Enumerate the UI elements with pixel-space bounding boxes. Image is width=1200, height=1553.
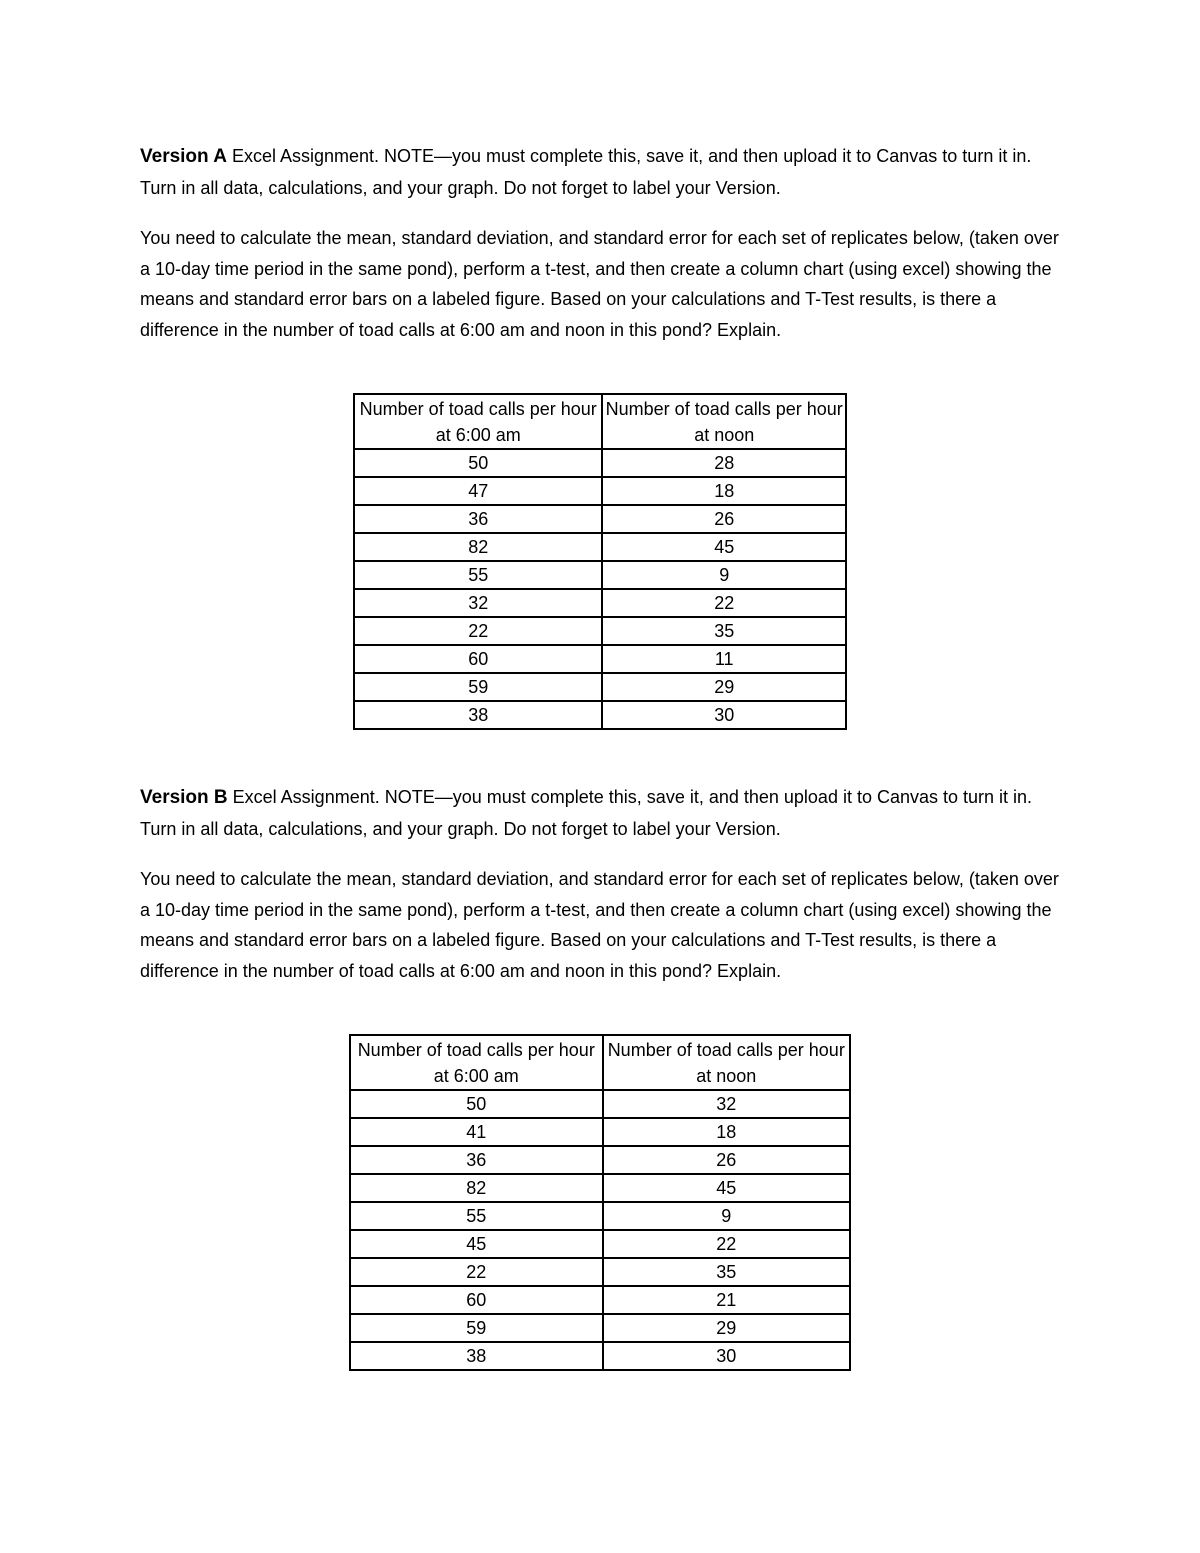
column-header-noon: Number of toad calls per hour at noon [602,394,846,449]
table-cell: 9 [602,561,846,589]
table-header-row [354,394,846,449]
table-row [350,1118,850,1146]
table-cell: 41 [350,1118,603,1146]
table-cell: 21 [603,1286,851,1314]
table-row [354,589,846,617]
table-cell: 47 [354,477,602,505]
table-row [350,1090,850,1118]
table-row [354,449,846,477]
column-header-6am: Number of toad calls per hour at 6:00 am [350,1035,603,1090]
table-row [350,1230,850,1258]
table-row [350,1258,850,1286]
table-cell: 82 [354,533,602,561]
table-cell: 32 [603,1090,851,1118]
version-b-data-table [349,1034,851,1371]
table-cell: 32 [354,589,602,617]
table-cell: 36 [354,505,602,533]
table-cell: 50 [354,449,602,477]
version-a-label: Version A [140,146,227,167]
table-cell: 82 [350,1174,603,1202]
table-cell: 38 [350,1342,603,1370]
table-row [350,1314,850,1342]
table-row [354,701,846,729]
table-row [350,1342,850,1370]
table-row [354,505,846,533]
version-b-section [140,782,1060,986]
table-cell: 18 [602,477,846,505]
table-cell: 18 [603,1118,851,1146]
column-header-6am: Number of toad calls per hour at 6:00 am [354,394,602,449]
table-cell: 22 [602,589,846,617]
table-row [354,645,846,673]
table-cell: 22 [350,1258,603,1286]
table-cell: 35 [602,617,846,645]
table-cell: 30 [603,1342,851,1370]
table-cell: 35 [603,1258,851,1286]
table-row [350,1202,850,1230]
table-cell: 9 [603,1202,851,1230]
column-header-noon: Number of toad calls per hour at noon [603,1035,851,1090]
table-row [350,1174,850,1202]
table-cell: 60 [354,645,602,673]
table-cell: 50 [350,1090,603,1118]
table-cell: 26 [602,505,846,533]
version-b-instructions: You need to calculate the mean, standard deviation, and standard error for each set of replicates below, (taken over a 10-day time period in the same pond), perform a t-test, and then create a column chart (using excel) showing the means and standard error bars on a labeled figure. Based on your calculations and T-Test results, is there a difference in the number of toad calls at 6:00 am and noon in this pond? Explain. [140,869,1059,981]
table-cell: 45 [350,1230,603,1258]
table-cell: 38 [354,701,602,729]
version-b-intro-text: Excel Assignment. NOTE—you must complete this, save it, and then upload it to Canvas to turn it in. Turn in all data, calculations, and your graph. Do not forget to label your Version. [140,787,1033,839]
table-cell: 22 [354,617,602,645]
table-cell: 55 [354,561,602,589]
version-a-instructions: You need to calculate the mean, standard deviation, and standard error for each set of replicates below, (taken over a 10-day time period in the same pond), perform a t-test, and then create a column chart (using excel) showing the means and standard error bars on a labeled figure. Based on your calculations and T-Test results, is there a difference in the number of toad calls at 6:00 am and noon in this pond? Explain. [140,228,1059,340]
version-a-intro-paragraph [140,141,1060,203]
table-cell: 26 [603,1146,851,1174]
table-cell: 29 [602,673,846,701]
table-row [354,617,846,645]
table-header-row [350,1035,850,1090]
table-cell: 29 [603,1314,851,1342]
version-a-section [140,141,1060,345]
table-cell: 36 [350,1146,603,1174]
table-cell: 28 [602,449,846,477]
table-row [350,1146,850,1174]
version-a-data-table [353,393,847,730]
table-cell: 30 [602,701,846,729]
table-cell: 59 [350,1314,603,1342]
version-b-intro-paragraph [140,782,1060,844]
table-row [354,477,846,505]
table-row [354,561,846,589]
table-cell: 55 [350,1202,603,1230]
table-cell: 22 [603,1230,851,1258]
version-a-intro-text: Excel Assignment. NOTE—you must complete this, save it, and then upload it to Canvas to turn it in. Turn in all data, calculations, and your graph. Do not forget to label your Version. [140,146,1032,198]
table-cell: 45 [602,533,846,561]
table-cell: 59 [354,673,602,701]
version-b-label: Version B [140,787,228,808]
table-cell: 45 [603,1174,851,1202]
table-cell: 60 [350,1286,603,1314]
table-cell: 11 [602,645,846,673]
table-row [354,673,846,701]
table-row [350,1286,850,1314]
table-row [354,533,846,561]
